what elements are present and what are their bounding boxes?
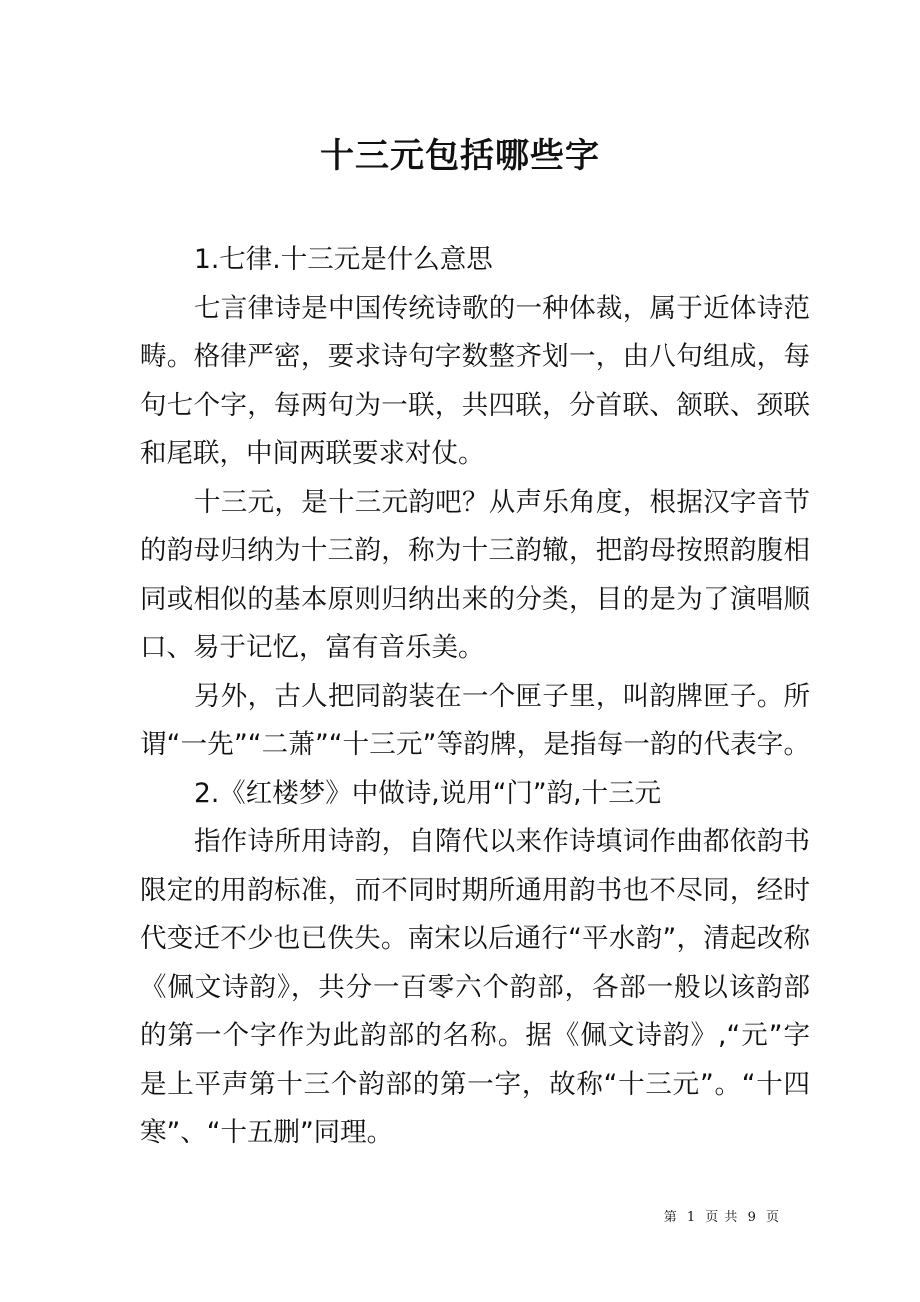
total-pages-number: 9 — [747, 1210, 757, 1225]
paragraph-3: 另外，古人把同韵装在一个匣子里，叫韵牌匣子。所谓“一先”“二萧”“十三元”等韵牌，是指每一韵的代表字。 — [140, 680, 810, 760]
current-page-number: 1 — [686, 1210, 697, 1225]
paragraph-1: 七言律诗是中国传统诗歌的一种体裁，属于近体诗范畴。格律严密，要求诗句字数整齐划一，由八句组成，每句七个字，每两句为一联，共四联，分首联、颔联、颈联和尾联，中间两联要求对仗。 — [140, 292, 810, 469]
document-title: 十三元包括哪些字 — [320, 136, 600, 176]
section-heading-2: 2.《红楼梦》中做诗,说用“门”韵,十三元 — [194, 777, 662, 809]
page-label-mid: 页 共 — [705, 1210, 739, 1225]
paragraph-4: 指作诗所用诗韵，自隋代以来作诗填词作曲都依韵书限定的用韵标准，而不同时期所通用韵书也不尽同，经时代变迁不少也已佚失。南宋以后通行“平水韵”，清起改称《佩文诗韵》，共分一百零六个韵部，各部一般以该韵部的第一个字作为此韵部的名称。据《佩文诗韵》,“元”字是上平声第十三个韵部的第一字，故称“十三元”。“十四寒”、“十五删”同理。 — [140, 826, 810, 1148]
page-label-prefix: 第 — [663, 1210, 678, 1225]
page-label-suffix: 页 — [765, 1210, 780, 1225]
section-heading-1: 1.七律.十三元是什么意思 — [194, 244, 493, 275]
paragraph-3-with-heading-2 — [140, 673, 810, 819]
document-body — [140, 236, 810, 1158]
page-footer — [0, 1206, 780, 1225]
paragraph-2: 十三元，是十三元韵吧？从声乐角度，根据汉字音节的韵母归纳为十三韵，称为十三韵辙，把韵母按照韵腹相同或相似的基本原则归纳出来的分类，目的是为了演唱顺口、易于记忆，富有音乐美。 — [140, 486, 810, 663]
